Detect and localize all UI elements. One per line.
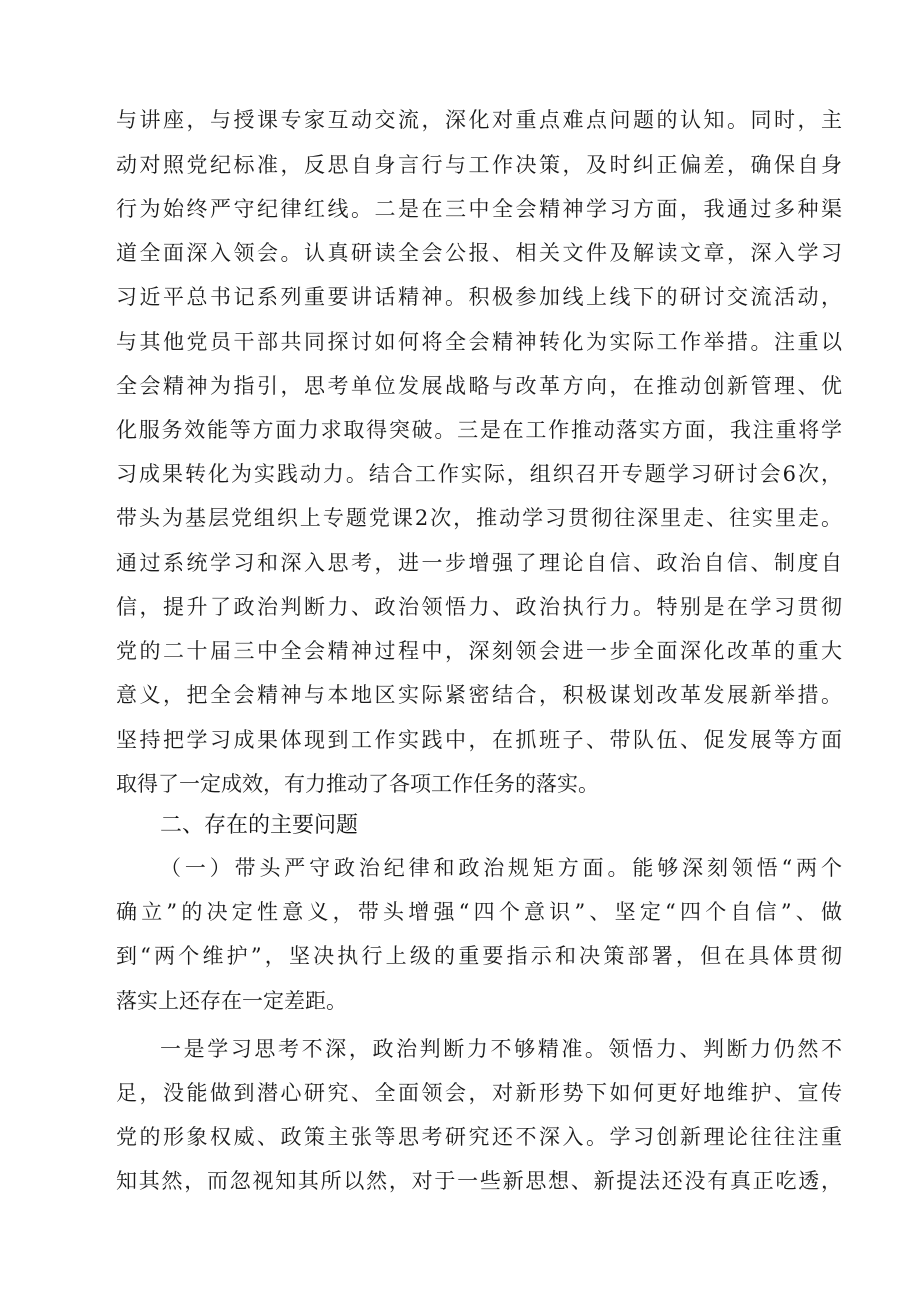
text-line: 化服务效能等方面力求取得突破。三是在工作推动落实方面，我注重将学 xyxy=(116,418,842,442)
text-line: 习近平总书记系列重要讲话精神。积极参加线上线下的研讨交流活动， xyxy=(116,285,842,309)
text-line: 道全面深入领会。认真研读全会公报、相关文件及解读文章，深入学习 xyxy=(116,241,842,265)
text-line: 全会精神为指引，思考单位发展战略与改革方向，在推动创新管理、优 xyxy=(116,374,842,398)
text-line: 到“两个维护”，坚决执行上级的重要指示和决策部署，但在具体贯彻 xyxy=(116,944,842,968)
text-line: 带头为基层党组织上专题党课2次，推动学习贯彻往深里走、往实里走。 xyxy=(116,506,842,530)
text-line: 通过系统学习和深入思考，进一步增强了理论自信、政治自信、制度自 xyxy=(116,551,842,575)
text-line: 习成果转化为实践动力。结合工作实际，组织召开专题学习研讨会6次， xyxy=(116,462,842,486)
text-line: 意义，把全会精神与本地区实际紧密结合，积极谋划改革发展新举措。 xyxy=(116,683,842,707)
text-line: 与其他党员干部共同探讨如何将全会精神转化为实际工作举措。注重以 xyxy=(116,330,842,354)
text-line: 坚持把学习成果体现到工作实践中，在抓班子、带队伍、促发展等方面 xyxy=(116,728,842,752)
text-line: 取得了一定成效，有力推动了各项工作任务的落实。 xyxy=(116,772,599,796)
section-heading: 二、存在的主要问题 xyxy=(160,813,359,838)
text-line: （一）带头严守政治纪律和政治规矩方面。能够深刻领悟“两个 xyxy=(160,856,842,880)
text-line: 信，提升了政治判断力、政治领悟力、政治执行力。特别是在学习贯彻 xyxy=(116,595,842,619)
text-line: 知其然，而忽视知其所以然，对于一些新思想、新提法还没有真正吃透， xyxy=(116,1169,842,1193)
text-line: 党的形象权威、政策主张等思考研究还不深入。学习创新理论往往注重 xyxy=(116,1125,842,1149)
text-line: 党的二十届三中全会精神过程中，深刻领会进一步全面深化改革的重大 xyxy=(116,639,842,663)
text-line: 与讲座，与授课专家互动交流，深化对重点难点问题的认知。同时，主 xyxy=(116,108,842,132)
text-line: 足，没能做到潜心研究、全面领会，对新形势下如何更好地维护、宣传 xyxy=(116,1081,842,1105)
text-line: 行为始终严守纪律红线。二是在三中全会精神学习方面，我通过多种渠 xyxy=(116,197,842,221)
text-line: 动对照党纪标准，反思自身言行与工作决策，及时纠正偏差，确保自身 xyxy=(116,153,842,177)
text-line: 一是学习思考不深，政治判断力不够精准。领悟力、判断力仍然不 xyxy=(160,1037,842,1061)
text-line: 确立”的决定性意义，带头增强“四个意识”、坚定“四个自信”、做 xyxy=(116,900,842,924)
text-line: 落实上还存在一定差距。 xyxy=(116,989,347,1013)
